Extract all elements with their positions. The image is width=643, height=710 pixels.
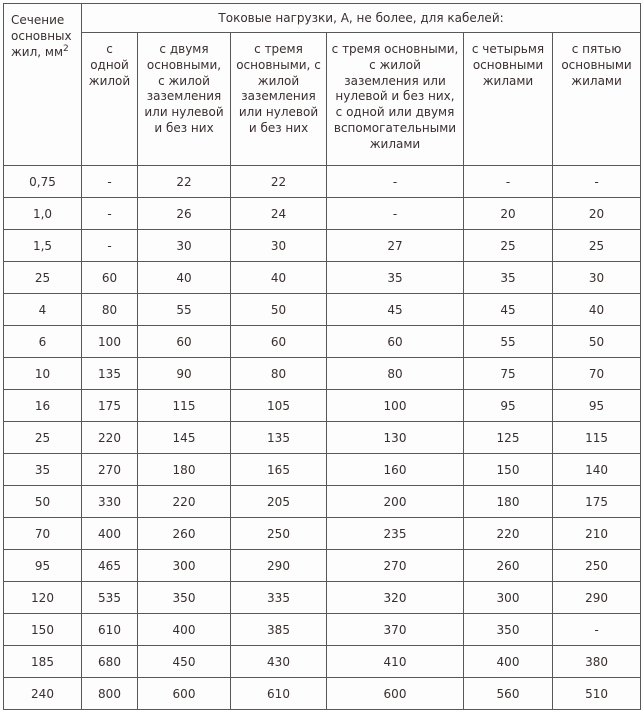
load-value-cell: 430	[231, 646, 327, 678]
corner-header-cell	[4, 4, 82, 166]
load-value-cell: 60	[327, 326, 464, 358]
load-value-cell: 260	[464, 550, 553, 582]
load-value-cell: 385	[231, 614, 327, 646]
load-value-cell: 95	[464, 390, 553, 422]
table-row	[4, 614, 641, 646]
load-value-cell: 40	[553, 294, 641, 326]
table-row	[4, 358, 641, 390]
table-row	[4, 678, 641, 710]
section-value-cell: 240	[4, 678, 82, 710]
section-value-cell: 1,0	[4, 198, 82, 230]
load-value-cell: 350	[464, 614, 553, 646]
section-value-cell: 150	[4, 614, 82, 646]
load-value-cell: 105	[231, 390, 327, 422]
section-value-cell: 4	[4, 294, 82, 326]
load-value-cell: 90	[138, 358, 231, 390]
load-value-cell: 100	[327, 390, 464, 422]
table-row	[4, 646, 641, 678]
section-value-cell: 70	[4, 518, 82, 550]
column-header-three-main-cores: с тремя основными, с жилой заземления или нулевой и без них	[231, 33, 327, 166]
table-row	[4, 166, 641, 198]
load-value-cell: -	[327, 198, 464, 230]
load-value-cell: 24	[231, 198, 327, 230]
load-value-cell: 400	[464, 646, 553, 678]
load-value-cell: -	[82, 166, 138, 198]
load-value-cell: 300	[464, 582, 553, 614]
header-row-columns	[4, 33, 641, 166]
section-value-cell: 0,75	[4, 166, 82, 198]
load-value-cell: 180	[138, 454, 231, 486]
load-value-cell: 27	[327, 230, 464, 262]
table-row	[4, 486, 641, 518]
load-value-cell: 30	[138, 230, 231, 262]
section-value-cell: 50	[4, 486, 82, 518]
load-value-cell: 135	[231, 422, 327, 454]
load-value-cell: 160	[327, 454, 464, 486]
load-value-cell: 205	[231, 486, 327, 518]
load-value-cell: 30	[231, 230, 327, 262]
load-value-cell: 100	[82, 326, 138, 358]
cable-current-load-table	[3, 3, 641, 710]
section-value-cell: 16	[4, 390, 82, 422]
load-value-cell: 75	[464, 358, 553, 390]
load-value-cell: 400	[138, 614, 231, 646]
load-value-cell: 25	[464, 230, 553, 262]
load-value-cell: 140	[553, 454, 641, 486]
load-value-cell: 260	[138, 518, 231, 550]
column-header-three-main-plus-auxiliary-cores: с тремя основными, с жилой заземления или нулевой и без них, с одной или двумя вспомогательными жилами	[327, 33, 464, 166]
load-value-cell: 95	[553, 390, 641, 422]
load-value-cell: 70	[553, 358, 641, 390]
table-row	[4, 422, 641, 454]
load-value-cell: -	[327, 166, 464, 198]
table-row	[4, 262, 641, 294]
load-value-cell: 220	[82, 422, 138, 454]
load-value-cell: 80	[231, 358, 327, 390]
load-value-cell: 600	[138, 678, 231, 710]
section-value-cell: 10	[4, 358, 82, 390]
load-value-cell: 55	[464, 326, 553, 358]
load-value-cell: 180	[464, 486, 553, 518]
load-value-cell: 535	[82, 582, 138, 614]
load-value-cell: 465	[82, 550, 138, 582]
load-value-cell: -	[553, 166, 641, 198]
load-value-cell: 350	[138, 582, 231, 614]
load-value-cell: 600	[327, 678, 464, 710]
section-value-cell: 25	[4, 262, 82, 294]
load-value-cell: 200	[327, 486, 464, 518]
load-value-cell: 60	[138, 326, 231, 358]
load-value-cell: -	[82, 198, 138, 230]
load-value-cell: 175	[553, 486, 641, 518]
corner-header-text: Сечение основных жил, мм	[11, 13, 72, 59]
corner-header-superscript: 2	[63, 43, 69, 54]
load-value-cell: 450	[138, 646, 231, 678]
load-value-cell: 115	[138, 390, 231, 422]
load-value-cell: 35	[464, 262, 553, 294]
section-value-cell: 185	[4, 646, 82, 678]
load-value-cell: 40	[231, 262, 327, 294]
table-row	[4, 582, 641, 614]
load-value-cell: 50	[553, 326, 641, 358]
table-row	[4, 230, 641, 262]
load-value-cell: 30	[553, 262, 641, 294]
load-value-cell: 210	[553, 518, 641, 550]
load-value-cell: 680	[82, 646, 138, 678]
column-header-one-core: с одной жилой	[82, 33, 138, 166]
load-value-cell: 300	[138, 550, 231, 582]
load-value-cell: 26	[138, 198, 231, 230]
load-value-cell: 22	[231, 166, 327, 198]
section-value-cell: 35	[4, 454, 82, 486]
load-value-cell: 800	[82, 678, 138, 710]
load-value-cell: 20	[553, 198, 641, 230]
load-value-cell: 145	[138, 422, 231, 454]
load-value-cell: 410	[327, 646, 464, 678]
load-value-cell: 55	[138, 294, 231, 326]
load-value-cell: -	[464, 166, 553, 198]
section-value-cell: 120	[4, 582, 82, 614]
load-value-cell: 235	[327, 518, 464, 550]
section-value-cell: 6	[4, 326, 82, 358]
load-value-cell: 130	[327, 422, 464, 454]
section-value-cell: 1,5	[4, 230, 82, 262]
load-value-cell: 270	[82, 454, 138, 486]
header-row-group	[4, 4, 641, 33]
table-row	[4, 294, 641, 326]
column-header-two-main-cores: с двумя основными, с жилой заземления или нулевой и без них	[138, 33, 231, 166]
load-value-cell: 45	[327, 294, 464, 326]
load-value-cell: 125	[464, 422, 553, 454]
load-value-cell: 45	[464, 294, 553, 326]
table-row	[4, 518, 641, 550]
load-value-cell: 290	[231, 550, 327, 582]
table-row	[4, 326, 641, 358]
load-value-cell: 270	[327, 550, 464, 582]
load-value-cell: 370	[327, 614, 464, 646]
table-row	[4, 390, 641, 422]
load-value-cell: 20	[464, 198, 553, 230]
load-value-cell: 80	[82, 294, 138, 326]
load-value-cell: 250	[553, 550, 641, 582]
load-value-cell: -	[82, 230, 138, 262]
table-row	[4, 198, 641, 230]
load-value-cell: 380	[553, 646, 641, 678]
load-value-cell: 250	[231, 518, 327, 550]
column-header-four-main-cores: с четырьмя основными жилами	[464, 33, 553, 166]
load-value-cell: 165	[231, 454, 327, 486]
load-value-cell: 335	[231, 582, 327, 614]
load-value-cell: 175	[82, 390, 138, 422]
load-value-cell: 60	[231, 326, 327, 358]
load-value-cell: 510	[553, 678, 641, 710]
load-value-cell: 40	[138, 262, 231, 294]
load-value-cell: 290	[553, 582, 641, 614]
load-value-cell: 22	[138, 166, 231, 198]
load-value-cell: 560	[464, 678, 553, 710]
load-value-cell: 330	[82, 486, 138, 518]
load-value-cell: 135	[82, 358, 138, 390]
load-value-cell: 610	[231, 678, 327, 710]
load-value-cell: -	[553, 614, 641, 646]
group-header-cell: Токовые нагрузки, А, не более, для кабелей:	[82, 4, 641, 33]
load-value-cell: 400	[82, 518, 138, 550]
load-value-cell: 610	[82, 614, 138, 646]
section-value-cell: 25	[4, 422, 82, 454]
table-body	[4, 166, 641, 710]
load-value-cell: 35	[327, 262, 464, 294]
load-value-cell: 25	[553, 230, 641, 262]
load-value-cell: 50	[231, 294, 327, 326]
load-value-cell: 220	[464, 518, 553, 550]
load-value-cell: 220	[138, 486, 231, 518]
column-header-five-main-cores: с пятью основными жилами	[553, 33, 641, 166]
load-value-cell: 320	[327, 582, 464, 614]
table-row	[4, 550, 641, 582]
load-value-cell: 150	[464, 454, 553, 486]
load-value-cell: 115	[553, 422, 641, 454]
load-value-cell: 60	[82, 262, 138, 294]
load-value-cell: 80	[327, 358, 464, 390]
section-value-cell: 95	[4, 550, 82, 582]
table-row	[4, 454, 641, 486]
